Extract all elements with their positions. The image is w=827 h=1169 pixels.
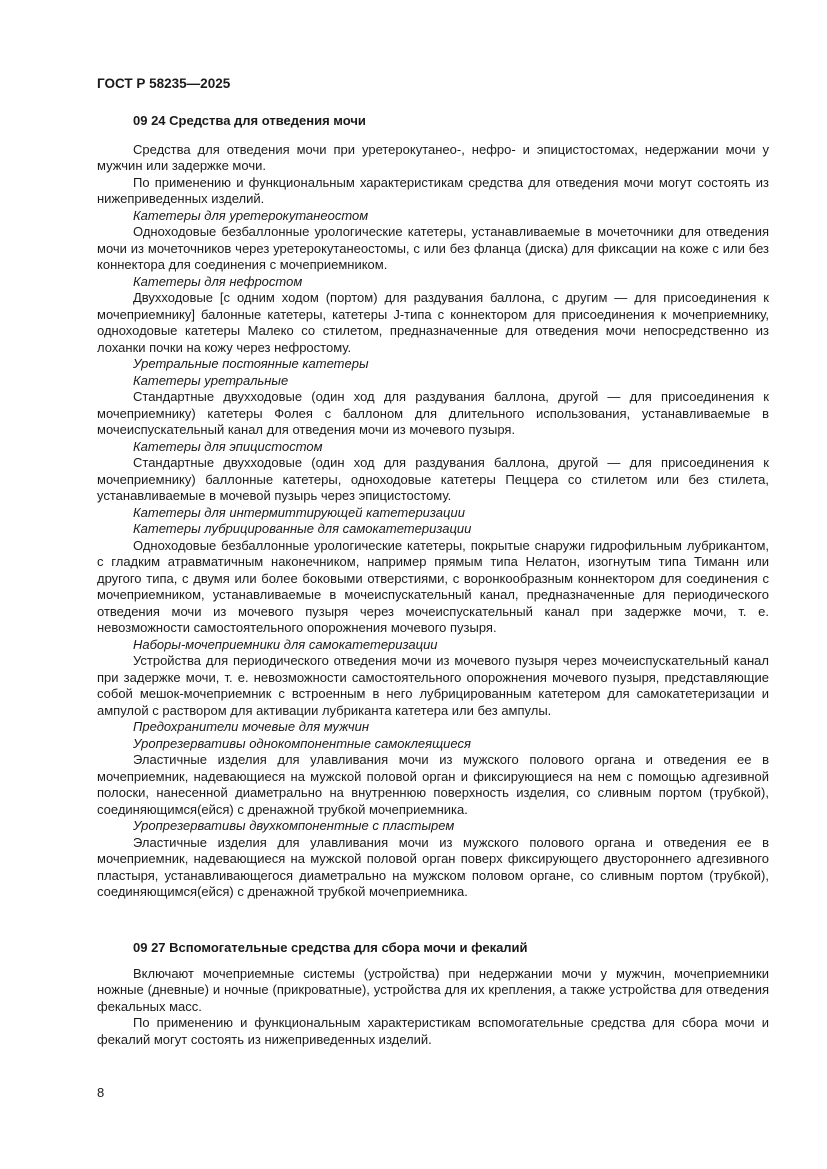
page-number: 8 [97, 1085, 105, 1100]
paragraph: Двухходовые [с одним ходом (портом) для раздувания баллона, с другим — для присоединения к мочеприемнику] балонные катетеры, катетеры J-типа с коннектором для присоединения к мочеприемнику, одноходовые катетеры Малеко со стилетом, предназначенные для отведения мочи непосредственно из лоханки почки на кожу через нефростому. [97, 290, 769, 355]
subheading: Катетеры для эпицистостом [133, 438, 323, 454]
subheading: Уропрезервативы однокомпонентные самоклеящиеся [133, 735, 471, 751]
paragraph: Одноходовые безбаллонные урологические катетеры, устанавливаемые в мочеточники для отведения мочи из мочеточников через уретерокутанеостомы, с или без фланца (диска) для фиксации на коже с или без коннектора для соединения с мочеприемником. [97, 224, 769, 272]
subheading: Предохранители мочевые для мужчин [133, 719, 369, 734]
paragraph: Средства для отведения мочи при уретерокутанео-, нефро- и эпицистостомах, недержании мочи у мужчин или задержке мочи. [97, 141, 769, 173]
subheading: Катетеры уретральные [133, 372, 289, 388]
section-title: 09 27 Вспомогательные средства для сбора мочи и фекалий [133, 940, 528, 955]
subheading: Катетеры для уретерокутанеостом [133, 207, 369, 223]
paragraph: Эластичные изделия для улавливания мочи из мужского полового органа и отведения ее в мочеприемник, надевающиеся на мужской половой орган поверх фиксирующего двустороннего адгезивного пластыря, устанавливающегося диаметрально на мужском половом органе, со сливным портом (трубкой), соединяющимся(ейся) с дренажной трубкой мочеприемника. [97, 834, 769, 899]
section-09-24 [97, 113, 769, 901]
paragraph: Стандартные двухходовые (один ход для раздувания баллона, другой — для присоединения к мочеприемнику) катетеры Фолея с баллоном для длительного использования, устанавливаемые в мочеиспускательный канал для отведения мочи из мочевого пузыря. [97, 389, 769, 437]
subheading: Катетеры лубрицированные для самокатетеризации [133, 521, 472, 536]
subheading: Наборы-мочеприемники для самокатетеризации [133, 636, 438, 652]
paragraph: Стандартные двухходовые (один ход для раздувания баллона, другой — для присоединения к мочеприемнику) баллонные катетеры, одноходовые катетеры Пеццера со стилетом или без стилета, устанавливаемые в мочевой пузырь через эпицистостому. [97, 455, 769, 503]
subheading: Катетеры для нефростом [133, 273, 303, 289]
section-09-27 [97, 940, 769, 1048]
paragraph: Включают мочеприемные системы (устройства) при недержании мочи у мужчин, мочеприемники ножные (дневные) и ночные (прикроватные), устройства для их крепления, а также устройства для отведения фекальных масс. [97, 965, 769, 1014]
subheading: Катетеры для интермиттирующей катетеризации [133, 504, 465, 520]
section-title: 09 24 Средства для отведения мочи [133, 113, 366, 128]
document-header: ГОСТ Р 58235—2025 [97, 76, 231, 91]
subheading: Уретральные постоянные катетеры [133, 356, 369, 371]
paragraph: По применению и функциональным характеристикам средства для отведения мочи могут состоять из нижеприведенных изделий. [97, 174, 769, 206]
paragraph: Одноходовые безбаллонные урологические катетеры, покрытые снаружи гидрофильным лубрикантом, с гладким атравматичным наконечником, например прямым типа Нелатон, изогнутым типа Тиманн или другого типа, с двумя или более боковыми отверстиями, с воронкообразным коннектором для соединения с мочеприемником, устанавливаемые в мочеиспускательный канал, предназначенные для периодического отведения мочи из мочевого пузыря через мочеиспускательный канал при задержке мочи, т. е. невозможности самостоятельного опорожнения мочевого пузыря. [97, 537, 769, 635]
paragraph: По применению и функциональным характеристикам вспомогательные средства для сбора мочи и фекалий могут состоять из нижеприведенных изделий. [97, 1015, 769, 1047]
subheading: Уропрезервативы двухкомпонентные с пластырем [133, 818, 455, 833]
paragraph: Эластичные изделия для улавливания мочи из мужского полового органа и отведения ее в мочеприемник, надевающиеся на мужской половой орган и фиксирующиеся на нем с помощью адгезивной полоски, нанесенной диаметрально на внутреннюю поверхность изделия, со сливным портом (трубкой), соединяющимся(ейся) с дренажной трубкой мочеприемника. [97, 752, 769, 817]
paragraph: Устройства для периодического отведения мочи из мочевого пузыря через мочеиспускательный канал при задержке мочи, т. е. невозможности самостоятельного опорожнения мочевого пузыря, представляющие собой мешок-мочеприемник с встроенным в него лубрицированным катетером для самокатетеризации и ампулой с раствором для активации лубриканта катетера или без ампулы. [97, 653, 769, 718]
